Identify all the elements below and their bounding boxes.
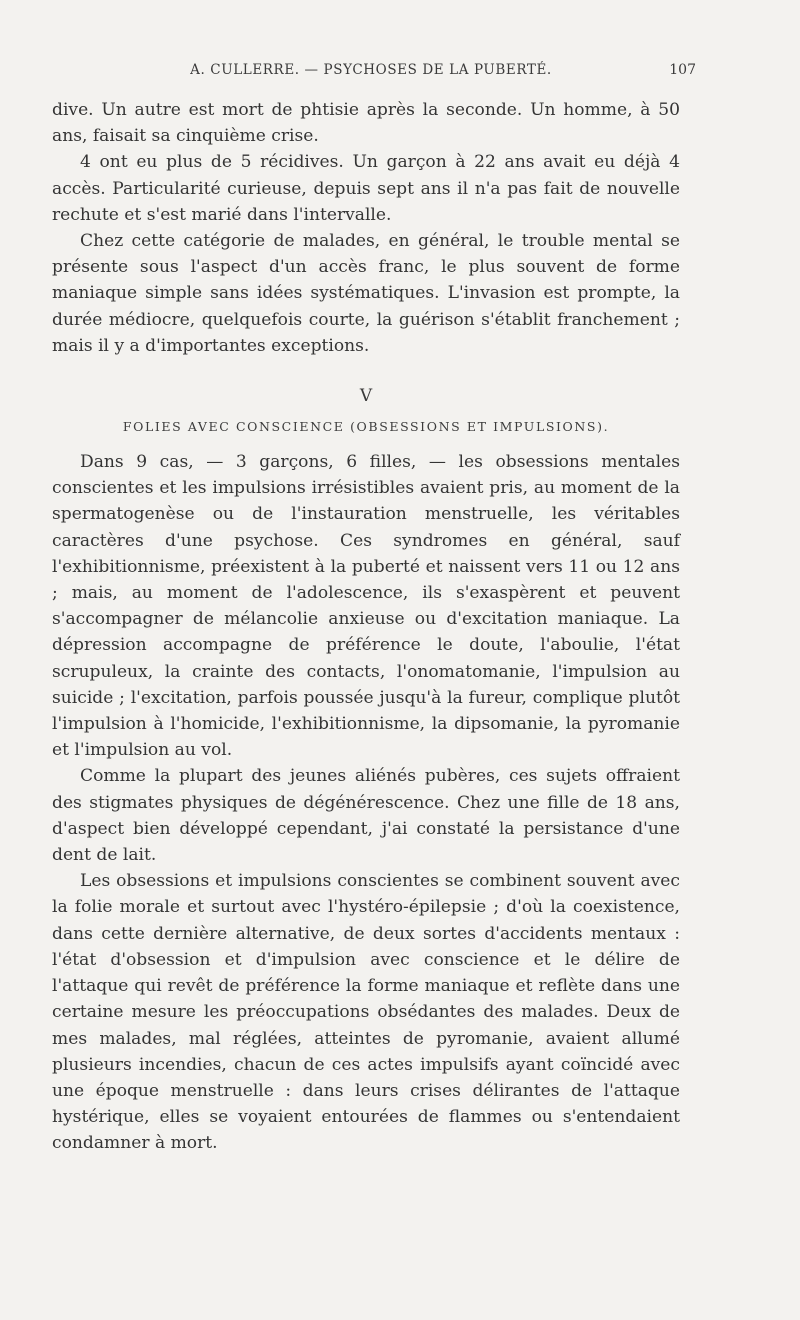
paragraph-continuation: dive. Un autre est mort de phtisie après la seconde. Un homme, à 50 ans, faisait sa cinquième crise. [52,100,680,147]
running-head [52,62,696,86]
section-number: V [359,386,373,407]
page-number: 107 [669,62,696,78]
paragraph: Dans 9 cas, — 3 garçons, 6 filles, — les obsessions mentales conscientes et les impulsions irrésistibles avaient pris, au moment de la spermatogenèse ou de l'instauration menstruelle, les véritables caractères d'une psychose. Ces syndromes en général, sauf l'exhibitionnisme, préexistent à la puberté et naissent vers 11 ou 12 ans ; mais, au moment de l'adolescence, ils s'exaspèrent et peuvent s'accompagner de mélancolie anxieuse ou d'excitation maniaque. La dépression accompagne de préférence le doute, l'aboulie, l'état scrupuleux, la crainte des contacts, l'onomatomanie, l'impulsion au suicide ; l'excitation, parfois poussée jusqu'à la fureur, complique plutôt l'impulsion à l'homicide, l'exhibitionnisme, la dipsomanie, la pyromanie et l'impulsion au vol. [52,452,680,761]
paragraph: Chez cette catégorie de malades, en général, le trouble mental se présente sous l'aspect d'un accès franc, le plus souvent de forme maniaque simple sans idées systématiques. L'invasion est prompte, la durée médiocre, quelquefois courte, la guérison s'établit franchement ; mais il y a d'importantes exceptions. [52,231,680,356]
running-title: A. CULLERRE. — PSYCHOSES DE LA PUBERTÉ. [190,62,552,78]
paragraph: Comme la plupart des jeunes aliénés pubères, ces sujets offraient des stigmates physiques de dégénérescence. Chez une fille de 18 ans, d'aspect bien développé cependant, j'ai constaté la persistance d'une dent de lait. [52,766,680,866]
paragraph: Les obsessions et impulsions conscientes se combinent souvent avec la folie morale et surtout avec l'hystéro-épilepsie ; d'où la coexistence, dans cette dernière alternative, de deux sortes d'accidents mentaux : l'état d'obsession et d'impulsion avec conscience et le délire de l'attaque qui revêt de préférence la forme maniaque et reflète dans une certaine mesure les préoccupations obsédantes des malades. Deux de mes malades, mal réglées, atteintes de pyromanie, avaient allumé plusieurs incendies, chacun de ces actes impulsifs ayant coïncidé avec une époque menstruelle : dans leurs crises délirantes de l'attaque hystérique, elles se voyaient entourées de flammes ou s'entendaient condamner à mort. [52,871,680,1154]
paragraph: 4 ont eu plus de 5 récidives. Un garçon à 22 ans avait eu déjà 4 accès. Particularité curieuse, depuis sept ans il n'a pas fait de nouvelle rechute et s'est marié dans l'intervalle. [52,152,680,225]
section-title: FOLIES AVEC CONSCIENCE (OBSESSIONS ET IMPULSIONS). [122,419,610,435]
body-text [52,97,680,1157]
